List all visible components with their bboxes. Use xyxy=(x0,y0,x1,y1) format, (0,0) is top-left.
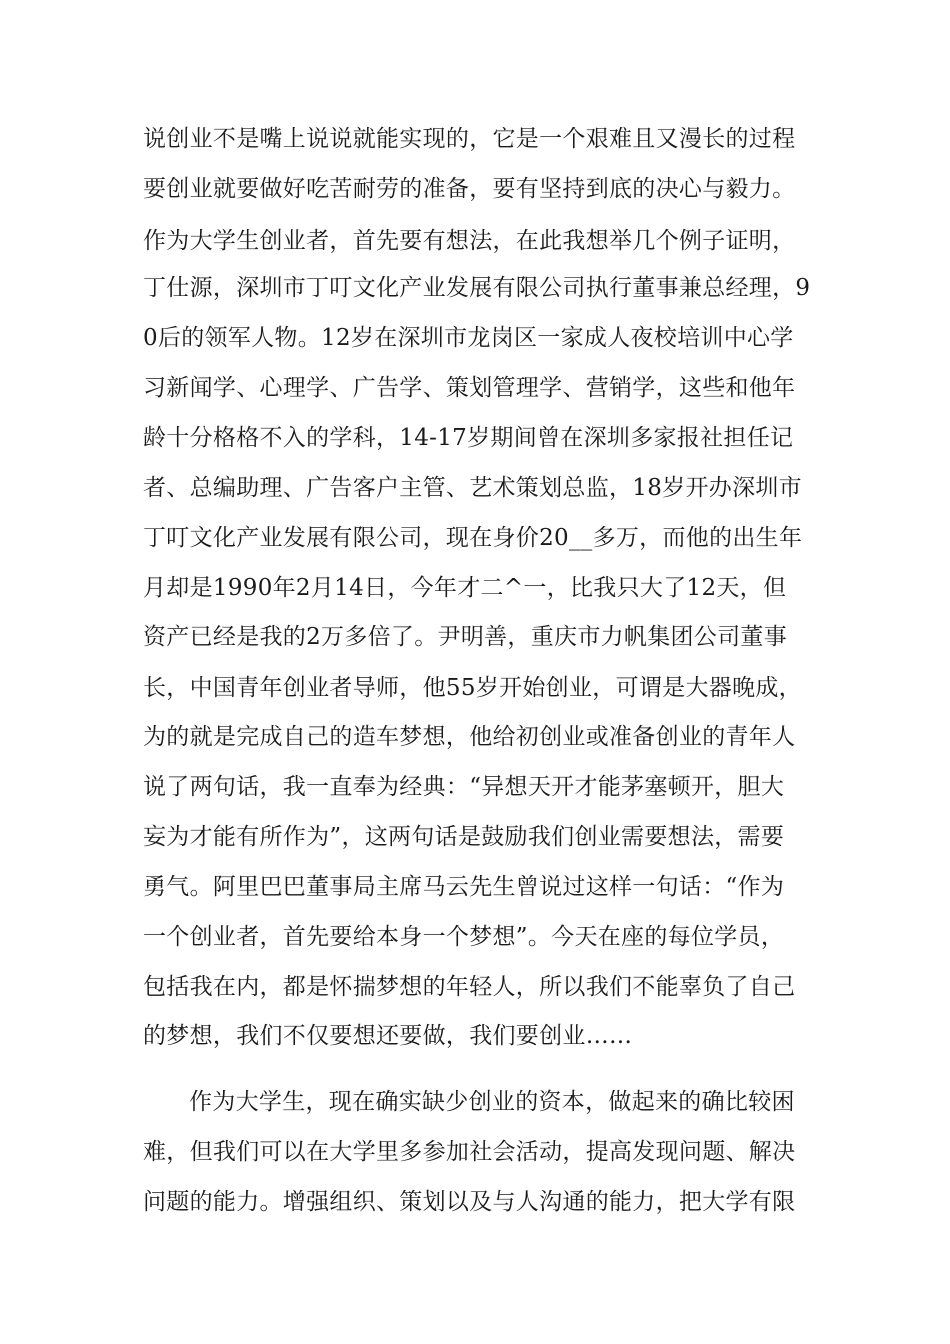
text-line: 一个创业者，首先要给本身一个梦想”。今天在座的每位学员， xyxy=(143,924,785,950)
text-line: 作为大学生，现在确实缺少创业的资本，做起来的确比较困 xyxy=(189,1089,795,1115)
text-line: 龄十分格格不入的学科，14-17岁期间曾在深圳多家报社担任记 xyxy=(143,425,794,451)
text-line: 作为大学生创业者，首先要有想法，在此我想举几个例子证明， xyxy=(143,228,796,254)
text-line: 为的就是完成自己的造车梦想，他给初创业或准备创业的青年人 xyxy=(143,724,796,750)
text-line: 长，中国青年创业者导师，他55岁开始创业，可谓是大器晚成， xyxy=(143,675,802,701)
text-line: 勇气。阿里巴巴董事局主席马云先生曾说过这样一句话：“作为 xyxy=(143,874,785,900)
text-line: 者、总编助理、广告客户主管、艺术策划总监，18岁开办深圳市 xyxy=(143,475,802,501)
text-line: 包括我在内，都是怀揣梦想的年轻人，所以我们不能辜负了自己 xyxy=(143,974,796,1000)
text-line: 资产已经是我的2万多倍了。尹明善，重庆市力帆集团公司董事 xyxy=(143,624,788,650)
text-line: 丁叮文化产业发展有限公司，现在身价20__多万，而他的出生年 xyxy=(143,525,803,551)
text-line: 要创业就要做好吃苦耐劳的准备，要有坚持到底的决心与毅力。 xyxy=(143,176,796,202)
text-line: 说了两句话，我一直奉为经典：“异想天开才能茅塞顿开，胆大 xyxy=(143,774,785,800)
text-line: 的梦想，我们不仅要想还要做，我们要创业…… xyxy=(143,1023,633,1049)
text-line: 难，但我们可以在大学里多参加社会活动，提高发现问题、解决 xyxy=(143,1139,796,1165)
text-line: 妄为才能有所作为”，这两句话是鼓励我们创业需要想法，需要 xyxy=(143,824,785,850)
text-line: 月却是1990年2月14日，今年才二^一，比我只大了12天，但 xyxy=(143,575,787,601)
text-line: 习新闻学、心理学、广告学、策划管理学、营销学，这些和他年 xyxy=(143,375,796,401)
text-line: 问题的能力。增强组织、策划以及与人沟通的能力，把大学有限 xyxy=(143,1189,796,1215)
text-line: 丁仕源，深圳市丁叮文化产业发展有限公司执行董事兼总经理，9 xyxy=(143,275,811,301)
text-line: 说创业不是嘴上说说就能实现的，它是一个艰难且又漫长的过程 xyxy=(143,126,796,152)
text-line: 0后的领军人物。12岁在深圳市龙岗区一家成人夜校培训中心学 xyxy=(143,325,794,351)
